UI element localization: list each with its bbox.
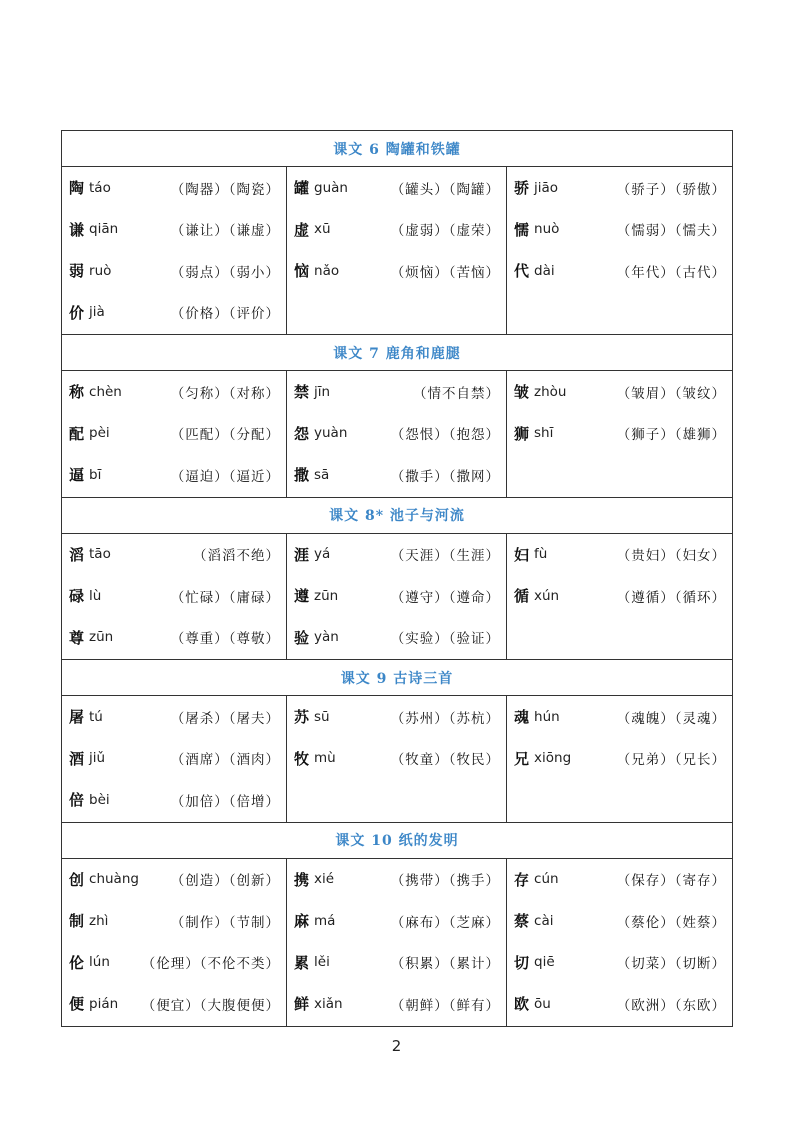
vocab-character: 代 xyxy=(514,262,530,281)
vocab-character: 谦 xyxy=(69,220,85,239)
vocab-pinyin: bèi xyxy=(89,791,110,808)
vocab-pinyin: má xyxy=(314,912,336,929)
vocab-words: （朝鲜）（鲜有） xyxy=(390,997,500,1014)
vocab-words: （烦恼）（苦恼） xyxy=(390,264,500,281)
vocab-pinyin: qiē xyxy=(534,954,555,971)
vocab-pinyin: xún xyxy=(534,587,560,604)
vocab-entry xyxy=(507,575,732,617)
vocab-pinyin: chuàng xyxy=(89,871,139,888)
vocab-entry xyxy=(287,983,506,1025)
vocab-words: （情不自禁） xyxy=(413,385,500,402)
vocab-pinyin: xiǎn xyxy=(314,995,343,1012)
vocab-entry xyxy=(507,738,732,780)
vocab-pinyin: yá xyxy=(314,546,331,563)
vocabulary-table xyxy=(61,130,733,1027)
vocab-character: 怨 xyxy=(294,424,310,443)
vocab-words: （贵妇）（妇女） xyxy=(616,548,727,565)
vocab-words: （匹配）（分配） xyxy=(170,427,280,444)
vocab-entry xyxy=(507,900,732,942)
vocab-entry xyxy=(287,617,506,659)
vocab-entry xyxy=(507,209,732,251)
vocab-entry xyxy=(62,454,286,496)
vocab-character: 伦 xyxy=(69,953,85,972)
vocab-pinyin: ruò xyxy=(89,262,112,279)
vocab-words: （欧洲）（东欧） xyxy=(616,997,727,1014)
vocab-pinyin: cài xyxy=(534,912,554,929)
vocab-entry xyxy=(507,250,732,292)
vocab-words: （年代）（古代） xyxy=(616,264,727,281)
vocab-entry xyxy=(62,779,286,821)
vocab-entry xyxy=(507,167,732,209)
vocab-words: （天涯）（生涯） xyxy=(390,548,500,565)
vocab-entry xyxy=(287,942,506,984)
vocab-character: 魂 xyxy=(514,708,530,727)
lesson-column xyxy=(287,371,507,498)
vocab-entry xyxy=(62,617,286,659)
vocab-pinyin: pèi xyxy=(89,425,110,442)
vocab-character: 虚 xyxy=(294,220,310,239)
vocab-character: 称 xyxy=(69,383,85,402)
vocab-entry xyxy=(62,900,286,942)
vocab-pinyin: zhì xyxy=(89,912,109,929)
vocab-words: （皱眉）（皱纹） xyxy=(616,385,727,402)
vocab-character: 验 xyxy=(294,628,310,647)
vocab-character: 切 xyxy=(514,953,530,972)
vocab-entry xyxy=(287,738,506,780)
vocab-pinyin: jiāo xyxy=(534,179,559,196)
vocab-pinyin: lù xyxy=(89,587,102,604)
vocab-pinyin: jià xyxy=(89,304,105,321)
vocab-pinyin: guàn xyxy=(314,179,348,196)
vocab-character: 欧 xyxy=(514,995,530,1014)
vocab-character: 鲜 xyxy=(294,995,310,1014)
vocab-pinyin: mù xyxy=(314,750,336,767)
vocab-words: （创造）（创新） xyxy=(170,873,280,890)
vocab-entry xyxy=(62,696,286,738)
lesson-column xyxy=(62,858,287,1026)
vocab-character: 制 xyxy=(69,912,85,931)
vocab-words: （制作）（节制） xyxy=(170,914,280,931)
lesson-column xyxy=(62,167,287,335)
vocab-entry xyxy=(287,371,506,413)
vocab-entry xyxy=(507,983,732,1025)
vocab-entry xyxy=(287,859,506,901)
vocab-character: 价 xyxy=(69,303,85,322)
vocab-character: 罐 xyxy=(294,179,310,198)
vocab-words: （怨恨）（抱怨） xyxy=(390,427,500,444)
vocab-words: （麻布）（芝麻） xyxy=(390,914,500,931)
vocab-character: 蔡 xyxy=(514,912,530,931)
vocab-pinyin: tāo xyxy=(89,546,111,563)
vocab-character: 恼 xyxy=(294,262,310,281)
vocab-character: 遵 xyxy=(294,587,310,606)
vocab-character: 弱 xyxy=(69,262,85,281)
vocab-words: （实验）（验证） xyxy=(390,631,500,648)
vocab-entry xyxy=(287,696,506,738)
vocab-words: （伦理）（不伦不类） xyxy=(141,956,280,973)
lesson-column xyxy=(507,696,733,823)
lesson-column xyxy=(287,858,507,1026)
vocab-character: 麻 xyxy=(294,912,310,931)
lesson-header-row xyxy=(62,131,733,167)
vocab-character: 创 xyxy=(69,870,85,889)
vocab-pinyin: qiān xyxy=(89,221,119,238)
lesson-header-row xyxy=(62,660,733,696)
vocab-entry xyxy=(287,413,506,455)
vocab-entry xyxy=(507,859,732,901)
vocab-entry xyxy=(507,413,732,455)
vocab-entry xyxy=(62,942,286,984)
vocab-pinyin: bī xyxy=(89,466,102,483)
vocab-pinyin: hún xyxy=(534,708,560,725)
vocab-entry xyxy=(507,371,732,413)
vocab-pinyin: jiǔ xyxy=(89,750,106,767)
vocab-words: （价格）（评价） xyxy=(170,306,280,323)
vocab-character: 皱 xyxy=(514,383,530,402)
vocab-pinyin: lún xyxy=(89,954,110,971)
vocab-character: 屠 xyxy=(69,708,85,727)
vocab-words: （忙碌）（庸碌） xyxy=(170,589,280,606)
vocab-pinyin: shī xyxy=(534,425,554,442)
lesson-title: 课文 8* 池子与河流 xyxy=(62,497,733,533)
vocab-words: （骄子）（骄傲） xyxy=(616,181,727,198)
vocab-words: （屠杀）（屠夫） xyxy=(170,710,280,727)
lesson-content-row xyxy=(62,167,733,335)
vocab-entry xyxy=(62,575,286,617)
vocab-entry xyxy=(287,209,506,251)
vocab-character: 禁 xyxy=(294,383,310,402)
vocab-entry xyxy=(507,534,732,576)
vocab-words: （保存）（寄存） xyxy=(616,873,727,890)
vocab-entry xyxy=(507,696,732,738)
vocab-entry xyxy=(287,454,506,496)
vocab-words: （遵循）（循环） xyxy=(616,589,727,606)
vocab-words: （撒手）（撒网） xyxy=(390,468,500,485)
vocab-words: （积累）（累计） xyxy=(390,956,500,973)
vocab-entry xyxy=(62,292,286,334)
vocab-words: （谦让）（谦虚） xyxy=(170,223,280,240)
lesson-column xyxy=(507,167,733,335)
vocab-character: 懦 xyxy=(514,220,530,239)
vocab-words: （陶器）（陶瓷） xyxy=(170,181,280,198)
vocab-words: （罐头）（陶罐） xyxy=(390,181,500,198)
vocab-pinyin: ōu xyxy=(534,995,551,1012)
lesson-title: 课文 10 纸的发明 xyxy=(62,822,733,858)
vocab-character: 酒 xyxy=(69,749,85,768)
vocab-character: 尊 xyxy=(69,628,85,647)
lesson-column xyxy=(287,167,507,335)
vocab-words: （兄弟）（兄长） xyxy=(616,752,727,769)
vocab-pinyin: pián xyxy=(89,995,119,1012)
vocab-pinyin: yàn xyxy=(314,629,339,646)
lesson-column xyxy=(62,533,287,660)
vocab-words: （匀称）（对称） xyxy=(170,385,280,402)
vocab-character: 倍 xyxy=(69,791,85,810)
vocab-entry xyxy=(507,942,732,984)
lesson-content-row xyxy=(62,533,733,660)
vocab-character: 撒 xyxy=(294,466,310,485)
vocab-pinyin: xiōng xyxy=(534,750,572,767)
vocab-words: （蔡伦）（姓蔡） xyxy=(616,914,727,931)
vocab-entry xyxy=(62,209,286,251)
vocab-words: （加倍）（倍增） xyxy=(170,793,280,810)
vocab-words: （切菜）（切断） xyxy=(616,956,727,973)
vocab-character: 陶 xyxy=(69,179,85,198)
vocab-character: 苏 xyxy=(294,708,310,727)
vocab-character: 携 xyxy=(294,870,310,889)
vocab-pinyin: xū xyxy=(314,221,331,238)
vocab-character: 兄 xyxy=(514,749,530,768)
vocab-character: 存 xyxy=(514,870,530,889)
vocab-entry xyxy=(287,575,506,617)
lesson-title: 课文 6 陶罐和铁罐 xyxy=(62,131,733,167)
vocab-entry xyxy=(287,167,506,209)
lesson-column xyxy=(507,371,733,498)
lesson-column xyxy=(62,696,287,823)
vocab-entry xyxy=(62,983,286,1025)
lesson-title: 课文 9 古诗三首 xyxy=(62,660,733,696)
vocab-entry xyxy=(62,738,286,780)
vocab-words: （携带）（携手） xyxy=(390,873,500,890)
vocab-pinyin: xié xyxy=(314,871,335,888)
lesson-header-row xyxy=(62,335,733,371)
vocab-pinyin: dài xyxy=(534,262,555,279)
vocab-pinyin: nǎo xyxy=(314,262,340,279)
vocab-entry xyxy=(287,900,506,942)
vocab-pinyin: yuàn xyxy=(314,425,348,442)
vocab-character: 配 xyxy=(69,424,85,443)
vocab-pinyin: sū xyxy=(314,708,330,725)
vocab-words: （魂魄）（灵魂） xyxy=(616,710,727,727)
vocab-pinyin: zūn xyxy=(89,629,114,646)
vocab-words: （懦弱）（懦夫） xyxy=(616,223,727,240)
lesson-column xyxy=(287,533,507,660)
vocab-words: （弱点）（弱小） xyxy=(170,264,280,281)
vocab-entry xyxy=(62,167,286,209)
vocab-words: （滔滔不绝） xyxy=(193,548,280,565)
vocab-words: （遵守）（遵命） xyxy=(390,589,500,606)
vocab-pinyin: zhòu xyxy=(534,383,567,400)
lesson-column xyxy=(287,696,507,823)
vocab-entry xyxy=(62,859,286,901)
vocab-words: （酒席）（酒肉） xyxy=(170,752,280,769)
vocab-character: 逼 xyxy=(69,466,85,485)
vocab-pinyin: zūn xyxy=(314,587,339,604)
vocab-pinyin: chèn xyxy=(89,383,122,400)
vocab-character: 累 xyxy=(294,953,310,972)
vocab-character: 狮 xyxy=(514,424,530,443)
lesson-header-row xyxy=(62,497,733,533)
lesson-content-row xyxy=(62,371,733,498)
vocab-pinyin: tú xyxy=(89,708,103,725)
vocab-entry xyxy=(62,534,286,576)
vocab-words: （尊重）（尊敬） xyxy=(170,631,280,648)
vocab-character: 牧 xyxy=(294,749,310,768)
vocab-entry xyxy=(62,371,286,413)
lesson-header-row xyxy=(62,822,733,858)
vocab-pinyin: táo xyxy=(89,179,111,196)
lesson-column xyxy=(62,371,287,498)
lesson-title: 课文 7 鹿角和鹿腿 xyxy=(62,335,733,371)
vocab-words: （逼迫）（逼近） xyxy=(170,468,280,485)
vocab-pinyin: jīn xyxy=(314,383,331,400)
vocab-entry xyxy=(62,413,286,455)
vocabulary-table-body xyxy=(62,131,733,1027)
vocab-character: 滔 xyxy=(69,545,85,564)
vocab-pinyin: nuò xyxy=(534,221,560,238)
lesson-column xyxy=(507,858,733,1026)
vocab-pinyin: lěi xyxy=(314,954,330,971)
vocab-character: 骄 xyxy=(514,179,530,198)
vocab-words: （便宜）（大腹便便） xyxy=(141,997,280,1014)
lesson-content-row xyxy=(62,858,733,1026)
lesson-column xyxy=(507,533,733,660)
vocab-pinyin: sā xyxy=(314,466,330,483)
lesson-content-row xyxy=(62,696,733,823)
vocab-character: 碌 xyxy=(69,587,85,606)
vocab-character: 涯 xyxy=(294,545,310,564)
vocab-entry xyxy=(287,534,506,576)
vocab-character: 便 xyxy=(69,995,85,1014)
vocab-pinyin: fù xyxy=(534,546,548,563)
vocab-character: 妇 xyxy=(514,545,530,564)
vocab-pinyin: cún xyxy=(534,871,559,888)
vocab-entry xyxy=(62,250,286,292)
vocab-words: （狮子）（雄狮） xyxy=(616,427,727,444)
page-number: 2 xyxy=(391,1037,402,1055)
vocab-entry xyxy=(287,250,506,292)
vocab-words: （牧童）（牧民） xyxy=(390,752,500,769)
vocab-character: 循 xyxy=(514,587,530,606)
vocab-words: （虚弱）（虚荣） xyxy=(390,223,500,240)
vocab-words: （苏州）（苏杭） xyxy=(390,710,500,727)
